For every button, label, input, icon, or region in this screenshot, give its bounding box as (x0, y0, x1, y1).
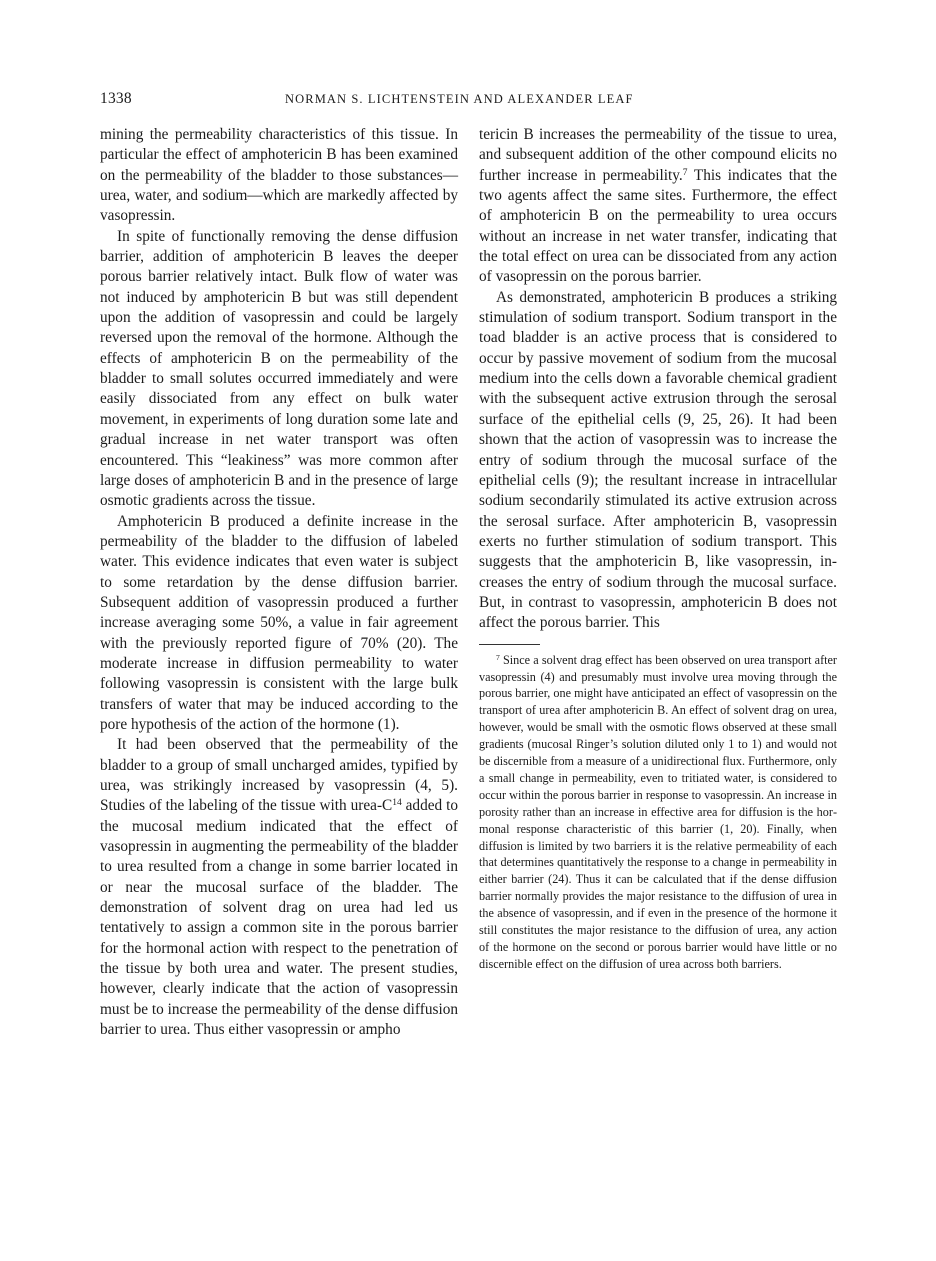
left-column (100, 125, 458, 1040)
footnote-divider (479, 644, 540, 645)
footnote (479, 652, 837, 973)
paragraph-amphotericin-barrier: In spite of functionally removing the dense diffusion barrier, addition of amphotericin B leaves the deeper porous barrier relatively intact. Bulk flow of water was not induced by amphotericin B but was still dependent upon the addition of vasopressin and could be largely reversed upon the removal of the hormone. Although the effects of amphotericin B on the permeability of the bladder to small solutes occurred immediately and were easily dissociated from any effect on bulk water movement, in experiments of long duration some late and gradual increase in net water transport was often encountered. This “leakiness” was more common after large doses of amphotericin B and in the presence of large osmotic gradients across the tissue. (100, 227, 458, 510)
paragraph-urea-permeability (100, 735, 458, 1040)
running-head (100, 90, 837, 110)
isotope-superscript: 14 (392, 798, 402, 809)
page-number: 1338 (100, 90, 132, 107)
paragraph-sodium-transport: As demonstrated, amphotericin B produces a striking stimulation of sodium transport. Sodium transport in the toad bladder is an active process that is considered to occur by passive movement of sodium from the mucosal medium into the cells down a favorable chemical gradient with the subsequent active extrusion through the serosal surface of the epithelial cells (9, 25, 26). It had been shown that the action of vasopressin was to increase the entry of sodium through the mucosal surface of the epithelial cells (9); the resultant increase in intracellular sodium secondarily stimulated its active extrusion across the serosal surface. After amphotericin B, vasopressin exerts no further stimulation of sodium transport. This suggests that the amphotericin B, like vasopressin, increases the entry of sodium through the mucosal surface. But, in contrast to vasopressin, amphotericin B does not affect the porous barrier. This (479, 288, 837, 632)
paragraph-text: It had been observed that the permeability of the bladder to a group of small uncharged amides, typified by urea, was strikingly increased by vasopressin (4, 5). Studies of the labeling of the tissue with urea-C (100, 736, 458, 815)
paragraph-continued: mining the permeability characteristics of this tissue. In particular the effect of amphotericin B has been examined on the permeability of the bladder to those substances—urea, water, and sodium—which are markedly affected by vasopressin. (100, 126, 458, 225)
paragraph-continued (479, 125, 837, 288)
paragraph-text: tericin B increases the permeability of the tissue to urea, and subsequent addition of the other compound elicits no further increase in permeability. (479, 126, 837, 184)
paragraph-text: This indicates that the two agents affect the same sites. Furthermore, the effect of amphotericin B on the permeability to urea occurs without an increase in net water transfer, indicating that the total effect on urea can be dissociated from any action of vasopressin on the porous barrier. (479, 166, 837, 286)
footnote-marker: 7 (496, 652, 500, 662)
right-column (479, 125, 837, 973)
footnote-text: Since a solvent drag effect has been observed on urea transport after vasopressin (4) and presumably must involve urea moving through the porous barrier, one might have anticipated an effect of vasopressin on the transport of urea after amphotericin B. An effect of solvent drag on urea, however, would be small with the osmotic flows observed at these small gradients (mucosal Ringer’s solution diluted only 1 to 1) and would not be discernible from a measure of a unidirectional flux. Furthermore, only a small change in permeability, even to tritiated water, is considered to occur within the porous barrier in response to vasopressin. An increase in porosity rather than an increase in effective area for diffusion is the hormonal response characteristic of this barrier (1, 20). Finally, when diffusion is limited by two barriers it is the relative permeability of each that determines quantitatively the response to a change in permeability in either barrier (24). Thus it can be calculated that if the dense diffusion barrier normally provides the major resistance to the diffusion of urea in the absence of vasopressin, and if even in the presence of the hormone it still constitutes the major resistance to the diffusion of urea, any action of the hormone on the second or porous barrier would have little or no discernible effect on the diffusion of urea across both barriers. (479, 652, 837, 971)
running-title: NORMAN S. LICHTENSTEIN AND ALEXANDER LEAF (285, 92, 634, 106)
paragraph-text: added to the mucosal medium indicated that the effect of vasopressin in augmenting the permeability of the bladder to urea resulted from a change in some barrier located in or near the mucosal surface of the bladder. The demonstration of solvent drag on urea had led us tentatively to assign a common site in the porous barrier for the hormonal action with respect to the penetration of the tissue by both urea and water. The present studies, however, clearly indicate that the action of vasopressin must be to increase the permeability of the dense diffusion barrier to urea. Thus either vasopressin or ampho (100, 797, 458, 1039)
paragraph-water-permeability: Amphotericin B produced a definite increase in the permeability of the bladder to the diffusion of labeled water. This evidence indicates that even water is subject to some retardation by the dense diffusion barrier. Subsequent addition of vasopressin produced a further increase averaging some 50%, a value in fair agreement with the previously reported figure of 70% (20). The moderate increase in diffusion permeability to water following vasopressin is consistent with the large bulk transfers of water that may be induced according to the pore hypothesis of the action of the hormone (1). (100, 512, 458, 733)
footnote-reference: 7 (682, 167, 688, 178)
